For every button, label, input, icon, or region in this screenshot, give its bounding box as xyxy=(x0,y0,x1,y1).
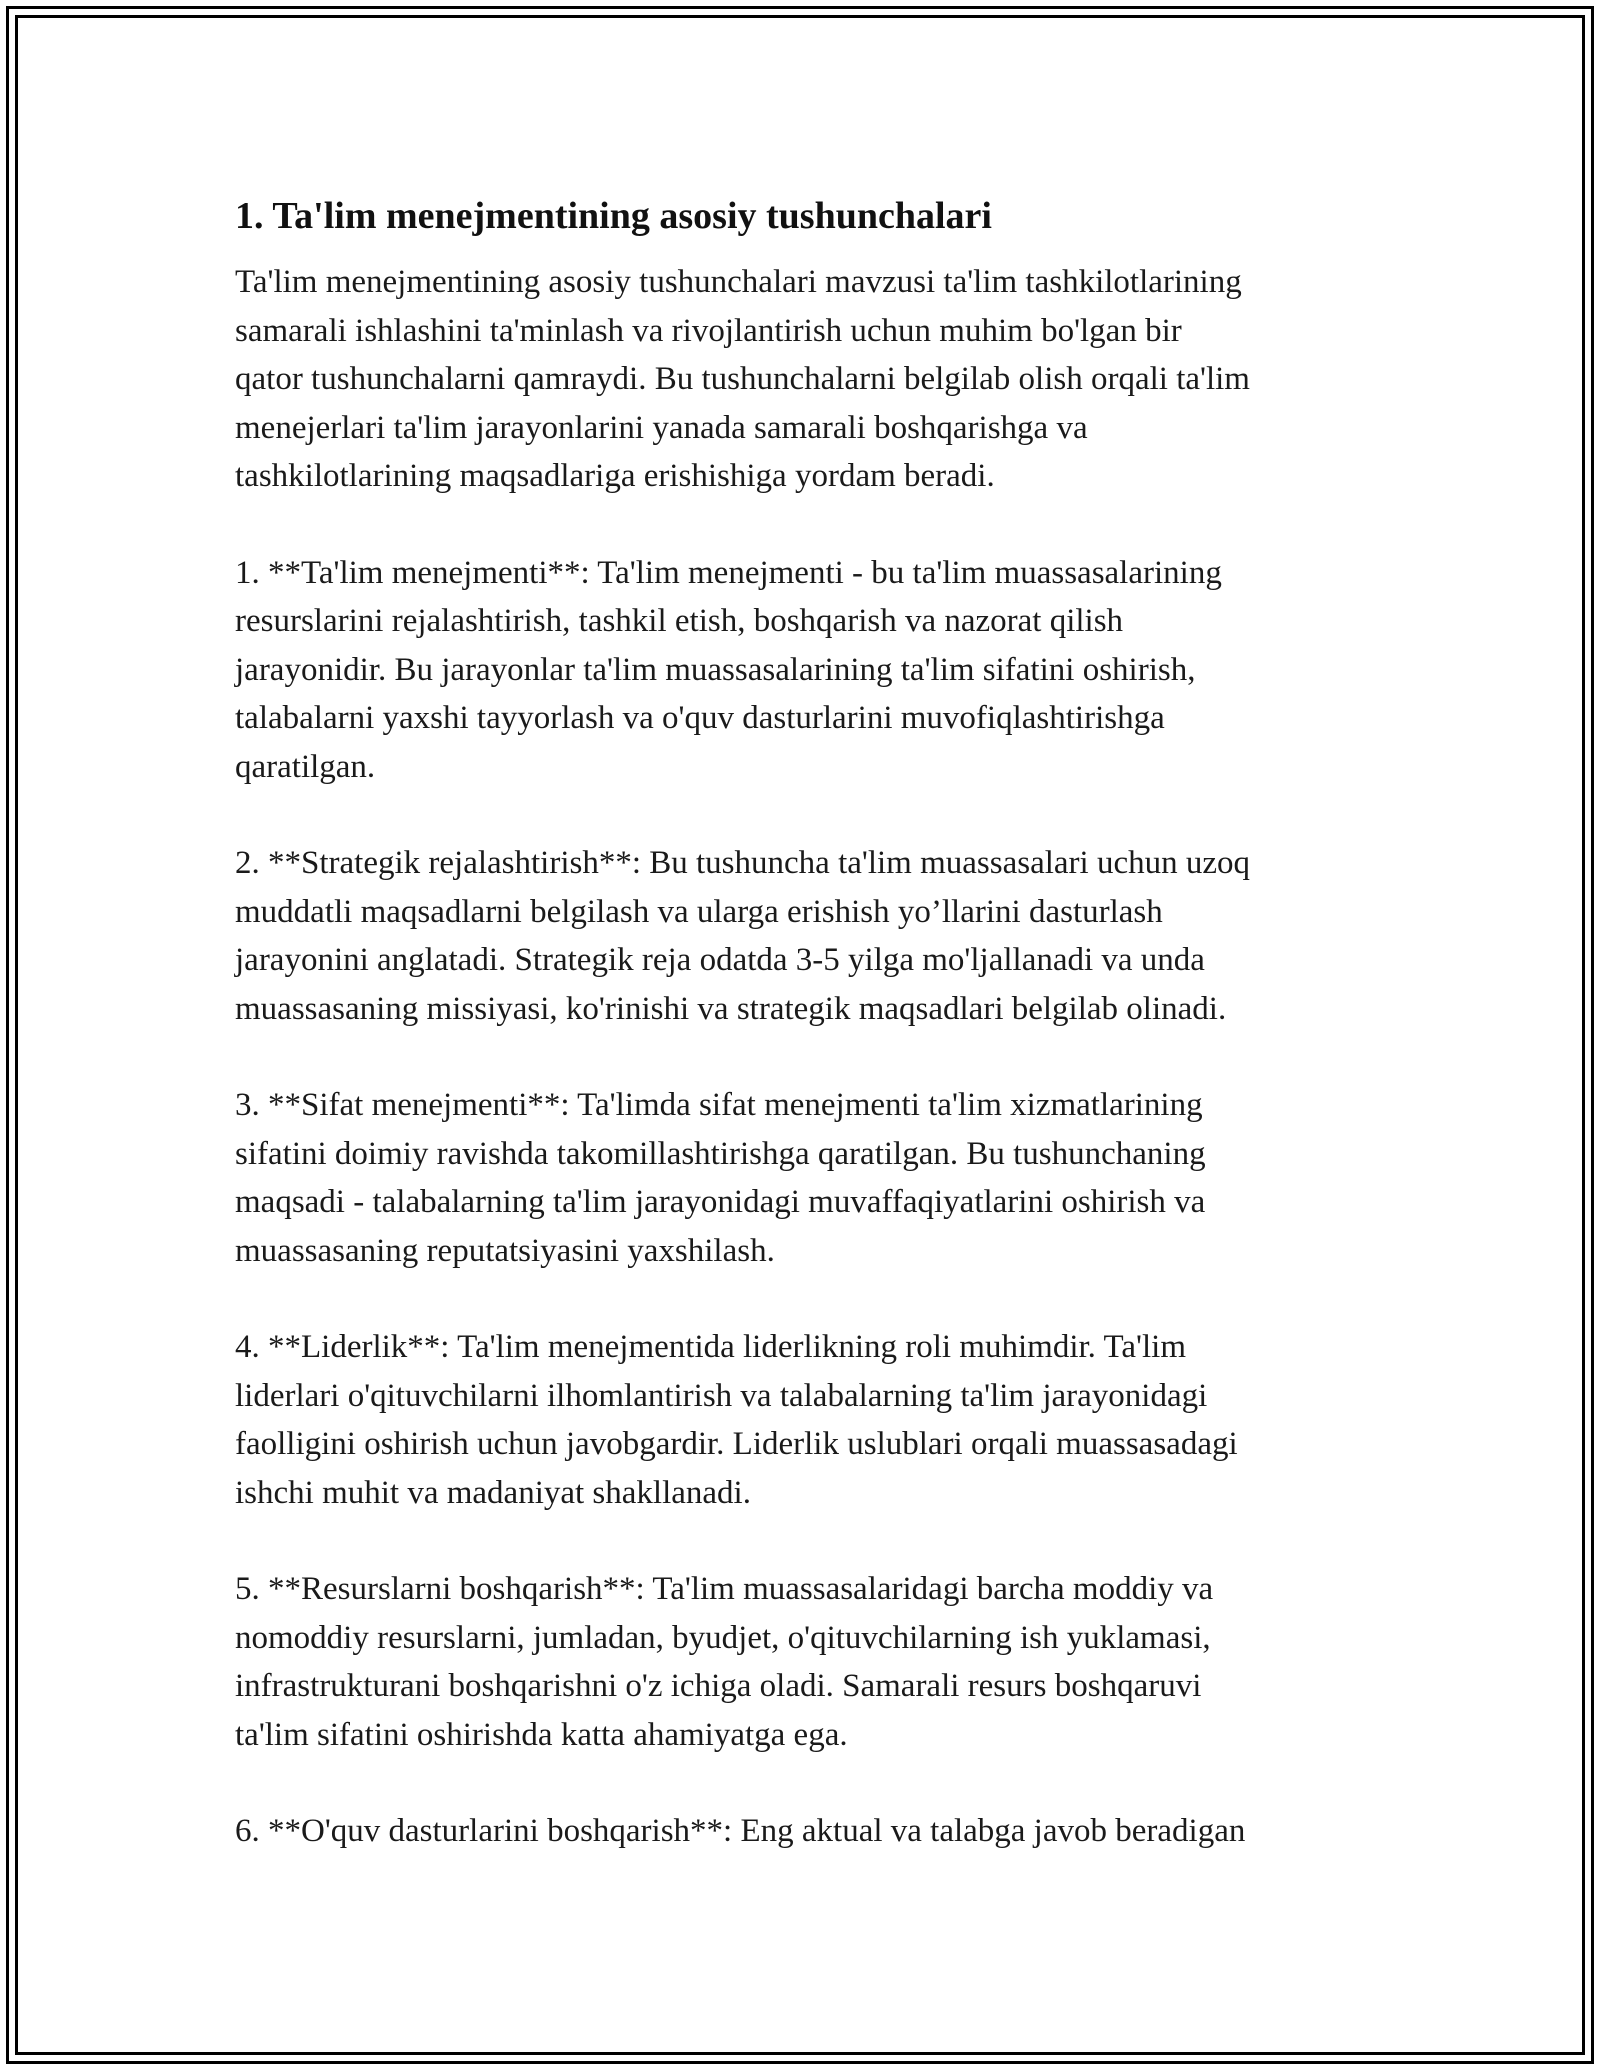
intro-paragraph: Ta'lim menejmentining asosiy tushunchalari mavzusi ta'lim tashkilotlarining samarali ishlashini ta'minlash va rivojlantirish uchun muhim bo'lgan bir qator tushunchalarni qamraydi. Bu tushunchalarni belgilab olish orqali ta'lim menejerlari ta'lim jarayonlarini yanada samarali boshqarishga va tashkilotlarining maqsadlariga erishishiga yordam beradi. xyxy=(235,264,1250,494)
document-title: 1. Ta'lim menejmentining asosiy tushunchalari xyxy=(235,195,992,237)
list-item-liderlik: 4. **Liderlik**: Ta'lim menejmentida liderlikning roli muhimdir. Ta'lim liderlari o'qituvchilarni ilhomlantirish va talabalarning ta'lim jarayonidagi faolligini oshirish uchun javobgardir. Liderlik uslublari orqali muassasadagi ishchi muhit va madaniyat shakllanadi. xyxy=(235,1329,1238,1511)
document-body xyxy=(235,190,1375,1856)
list-item-strategik-rejalashtirish: 2. **Strategik rejalashtirish**: Bu tushuncha ta'lim muassasalari uchun uzoq muddatli maqsadlarni belgilash va ularga erishish yo’llarini dasturlash jarayonini anglatadi. Strategik reja odatda 3-5 yilga mo'ljallanadi va unda muassasaning missiyasi, ko'rinishi va strategik maqsadlari belgilab olinadi. xyxy=(235,845,1250,1027)
list-item-oquv-dasturlarini-boshqarish: 6. **O'quv dasturlarini boshqarish**: Eng aktual va talabga javob beradigan xyxy=(235,1813,1246,1849)
list-item-sifat-menejmenti: 3. **Sifat menejmenti**: Ta'limda sifat menejmenti ta'lim xizmatlarining sifatini doimiy ravishda takomillashtirishga qaratilgan. Bu tushunchaning maqsadi - talabalarning ta'lim jarayonidagi muvaffaqiyatlarini oshirish va muassasaning reputatsiyasini yaxshilash. xyxy=(235,1087,1206,1269)
list-item-resurslarni-boshqarish: 5. **Resurslarni boshqarish**: Ta'lim muassasalaridagi barcha moddiy va nomoddiy resurslarni, jumladan, byudjet, o'qituvchilarning ish yuklamasi, infrastrukturani boshqarishni o'z ichiga oladi. Samarali resurs boshqaruvi ta'lim sifatini oshirishda katta ahamiyatga ega. xyxy=(235,1571,1214,1753)
list-item-talim-menejmenti: 1. **Ta'lim menejmenti**: Ta'lim menejmenti - bu ta'lim muassasalarining resurslarini rejalashtirish, tashkil etish, boshqarish va nazorat qilish jarayonidir. Bu jarayonlar ta'lim muassasalarining ta'lim sifatini oshirish, talabalarni yaxshi tayyorlash va o'quv dasturlarini muvofiqlashtirishga qaratilgan. xyxy=(235,554,1222,785)
